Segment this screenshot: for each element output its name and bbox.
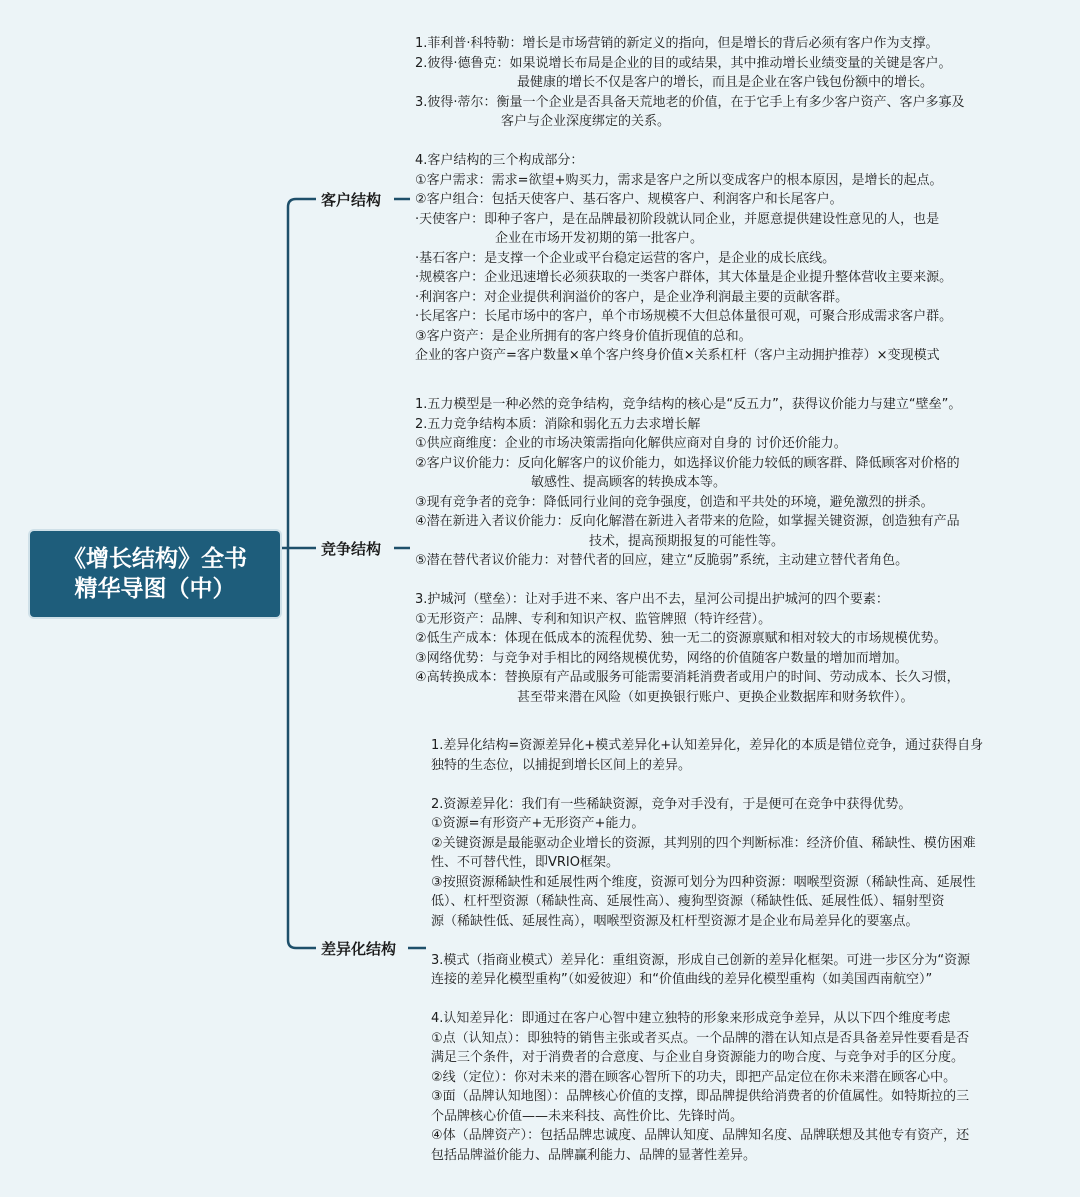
note-line [431,931,983,951]
note-line: ·天使客户：即种子客户，是在品牌最初阶段就认同企业，并愿意提供建设性意见的人，也是 [415,211,940,227]
note-line [415,132,965,152]
root-node [30,531,280,617]
note-line: ④高转换成本：替换原有产品或服务可能需要消耗消费者或用户的时间、劳动成本、长久习惯， [415,670,960,685]
note-line: ①无形资产：品牌、专利和知识产权、监管牌照（特许经营）。 [415,611,772,627]
note-line: 3.彼得·蒂尔：衡量一个企业是否具备天荒地老的价值，在于它手上有多少客户资产、客户多寡及 [415,94,965,110]
note-line: 客户与企业深度绑定的关系。 [501,114,671,129]
note-line: ②客户议价能力：反向化解客户的议价能力，如选择议价能力较低的顾客群、降低顾客对价格的 [415,455,960,471]
note-line: 甚至带来潜在风险（如更换银行账户、更换企业数据库和财务软件）。 [517,689,914,705]
note-line: ④体（品牌资产）：包括品牌忠诚度、品牌认知度、品牌知名度、品牌联想及其他专有资产，还 [431,1128,970,1143]
root-title-line1: 《增长结构》全书 [63,546,247,572]
customer-notes [415,34,965,366]
note-line: 性、不可替代性，即VRIO框架。 [431,855,619,870]
note-line: ②客户组合：包括天使客户、基石客户、规模客户、利润客户和长尾客户。 [415,192,843,207]
note-line: 1.菲利普·科特勒：增长是市场营销的新定义的指向，但是增长的背后必须有客户作为支撑。 [415,36,939,51]
note-line: ②低生产成本：体现在低成本的流程优势、独一无二的资源禀赋和相对较大的市场规模优势。 [415,631,947,646]
note-line: ①点（认知点）：即独特的销售主张或者买点。一个品牌的潜在认知点是否具备差异性要看是否 [431,1030,970,1046]
note-line: 4.认知差异化：即通过在客户心智中建立独特的形象来形成竞争差异，从以下四个维度考虑 [431,1011,951,1026]
note-line: 1.五力模型是一种必然的竞争结构，竞争结构的核心是“反五力”，获得议价能力与建立“壁垒”。 [415,397,962,412]
note-line: ·基石客户：是支撑一个企业或平台稳定运营的客户，是企业的成长底线。 [415,250,836,266]
note-line: 2.彼得·德鲁克：如果说增长布局是企业的目的或结果，其中推动增长业绩变量的关键是客户。 [415,55,952,71]
note-line: ③网络优势：与竞争对手相比的网络规模优势，网络的价值随客户数量的增加而增加。 [415,650,908,666]
note-line [431,775,983,795]
note-line: ③现有竞争者的竞争：降低同行业间的竞争强度，创造和平共处的环境，避免激烈的拼杀。 [415,494,934,510]
differentiation-notes [431,736,983,1165]
note-line: 独特的生态位，以捕捉到增长区间上的差异。 [431,757,692,773]
note-line: 包括品牌溢价能力、品牌赢利能力、品牌的显著性差异。 [431,1147,757,1163]
note-line: 技术，提高预期报复的可能性等。 [589,533,785,549]
note-line: ③按照资源稀缺性和延展性两个维度，资源可划分为四种资源：咽喉型资源（稀缺性高、延展性 [431,874,976,890]
note-line: 满足三个条件，对于消费者的合意度、与企业自身资源能力的吻合度、与竞争对手的区分度。 [431,1050,965,1065]
note-line: ④潜在新进入者议价能力：反向化解潜在新进入者带来的危险，如掌握关键资源，创造独有产品 [415,514,960,529]
branch-differentiation-structure: 差异化结构 [321,940,397,958]
note-line: ·利润客户：对企业提供利润溢价的客户，是企业净利润最主要的贡献客群。 [415,289,849,305]
note-line: 4.客户结构的三个构成部分： [415,153,584,168]
branch-competition-structure: 竞争结构 [321,540,382,558]
note-line: ②线（定位）：你对未来的潜在顾客心智所下的功夫，即把产品定位在你未来潜在顾客心中。 [431,1069,957,1085]
note-line: 3.模式（指商业模式）差异化：重组资源，形成自己创新的差异化框架。可进一步区分为“资源 [431,952,971,968]
note-line: ①客户需求：需求=欲望+购买力，需求是客户之所以变成客户的根本原因，是增长的起点。 [415,172,943,188]
note-line: 2.资源差异化：我们有一些稀缺资源，竞争对手没有，于是便可在竞争中获得优势。 [431,796,912,812]
note-line: 企业在市场开发初期的第一批客户。 [495,231,704,246]
root-title-line2: 精华导图（中） [74,576,236,602]
note-line: ·长尾客户：长尾市场中的客户，单个市场规模不大但总体量很可观，可聚合形成需求客户群。 [415,309,953,324]
note-line [431,990,983,1010]
note-line: 源（稀缺性低、延展性高），咽喉型资源及杠杆型资源才是企业布局差异化的要塞点。 [431,913,919,929]
note-line: 最健康的增长不仅是客户的增长，而且是企业在客户钱包份额中的增长。 [517,75,934,90]
note-line: 2.五力竞争结构本质：消除和弱化五力去求增长解 [415,416,701,432]
note-line: ①资源=有形资产+无形资产+能力。 [431,816,645,831]
note-line: 低）、杠杆型资源（稀缺性高、延展性高）、瘦狗型资源（稀缺性低、延展性低）、辐射型资 [431,894,945,909]
note-line: ·规模客户：企业迅速增长必须获取的一类客户群体，其大体量是企业提升整体营收主要来源。 [415,270,953,285]
note-line: 连接的差异化模型重构”（如爱彼迎）和“价值曲线的差异化模型重构（如美国西南航空）” [431,972,933,987]
note-line: 3.护城河（壁垒）：让对手进不来、客户出不去，星河公司提出护城河的四个要素： [415,592,889,607]
note-line: 敏感性、提高顾客的转换成本等。 [531,475,727,490]
branch-customer-structure: 客户结构 [321,191,382,209]
note-line: ③客户资产：是企业所拥有的客户终身价值折现值的总和。 [415,328,752,344]
note-line: 1.差异化结构=资源差异化+模式差异化+认知差异化，差异化的本质是错位竞争，通过获得自身 [431,738,984,753]
note-line: ⑤潜在替代者议价能力：对替代者的回应，建立“反脆弱”系统，主动建立替代者角色。 [415,553,909,568]
note-line: 企业的客户资产=客户数量×单个客户终身价值×关系杠杆（客户主动拥护推荐）×变现模式 [415,348,940,363]
note-line: 个品牌核心价值——未来科技、高性价比、先锋时尚。 [431,1108,744,1124]
note-line: ③面（品牌认知地图）：品牌核心价值的支撑，即品牌提供给消费者的价值属性。如特斯拉的三 [431,1089,970,1104]
note-line [415,571,961,591]
competition-notes [415,395,961,707]
note-line: ①供应商维度：企业的市场决策需指向化解供应商对自身的 讨价还价能力。 [415,436,847,451]
note-line: ②关键资源是最能驱动企业增长的资源，其判别的四个判断标准：经济价值、稀缺性、模仿困难 [431,835,976,851]
